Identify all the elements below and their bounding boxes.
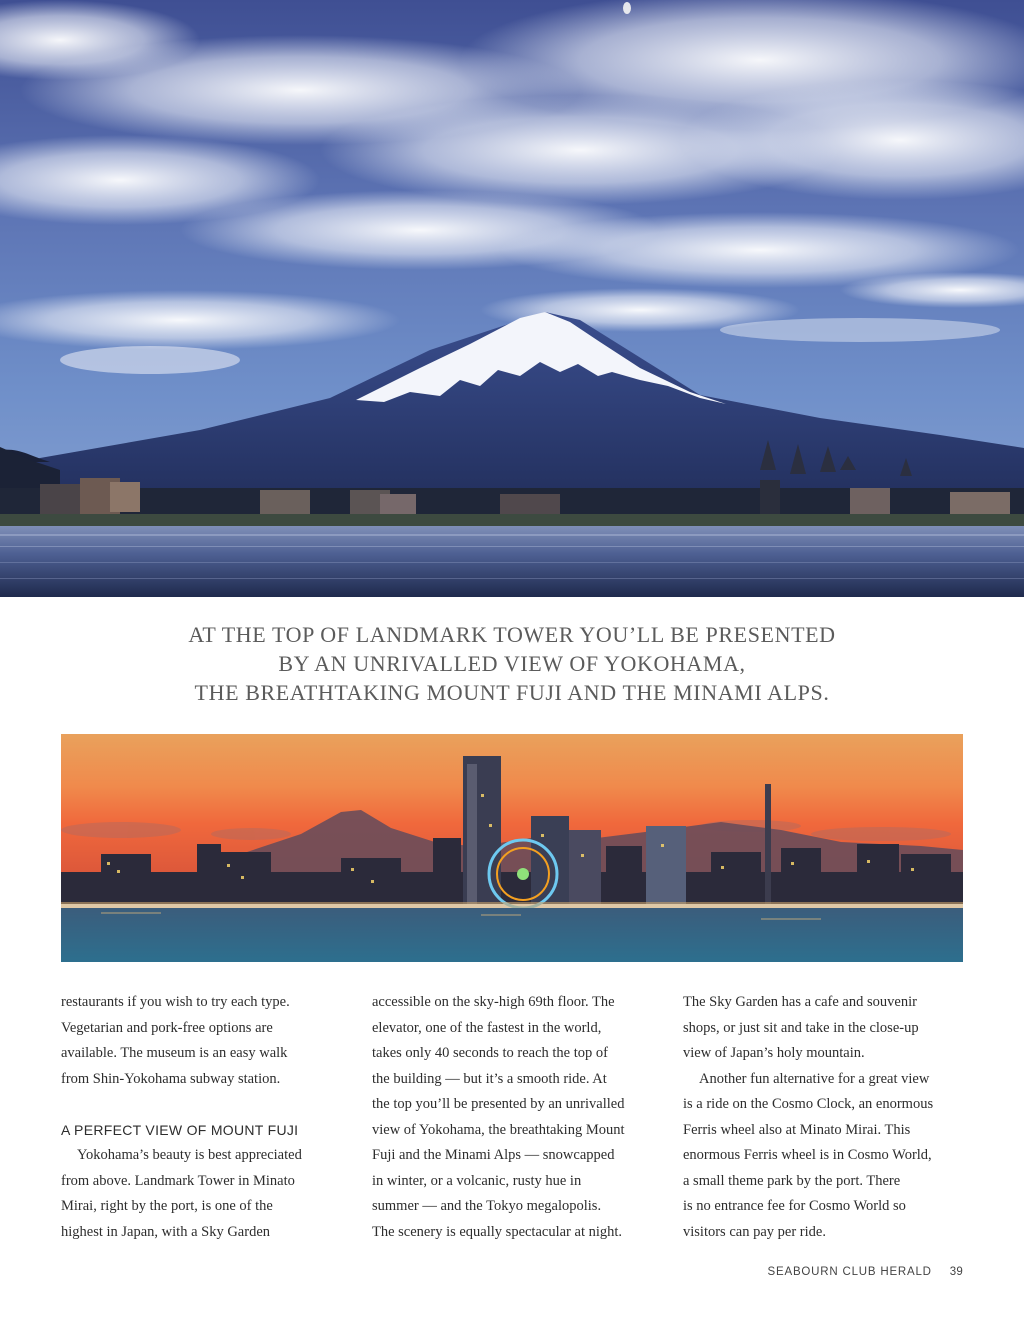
body-line: view of Yokohama, the breathtaking Mount	[372, 1121, 625, 1138]
body-line: The scenery is equally spectacular at night.	[372, 1223, 623, 1240]
paragraph-gap	[61, 1092, 351, 1118]
body-line: Mirai, right by the port, is one of the	[61, 1198, 273, 1214]
moon	[623, 2, 631, 14]
pull-quote	[0, 620, 1024, 707]
body-line: restaurants if you wish to try each type.	[61, 994, 290, 1010]
body-line: The Sky Garden has a cafe and souvenir	[683, 994, 917, 1010]
body-line: enormous Ferris wheel is in Cosmo World,	[683, 1147, 932, 1163]
body-line: the building — but it’s a smooth ride. At	[372, 1070, 607, 1087]
bay-water	[61, 908, 963, 962]
pull-quote-line: AT THE TOP OF LANDMARK TOWER YOU’LL BE PRESENTED	[188, 622, 836, 647]
body-line: from above. Landmark Tower in Minato	[61, 1172, 295, 1189]
section-subhead: A PERFECT VIEW OF MOUNT FUJI	[61, 1121, 299, 1138]
panorama-photo-yokohama-skyline	[61, 734, 963, 962]
body-line: visitors can pay per ride.	[683, 1223, 826, 1240]
body-line: from Shin-Yokohama subway station.	[61, 1070, 281, 1087]
body-line: shops, or just sit and take in the close-up	[683, 1019, 919, 1036]
page-number: 39	[949, 1266, 963, 1278]
body-line: takes only 40 seconds to reach the top of	[372, 1045, 608, 1061]
body-column-3	[683, 990, 973, 1245]
body-line: is a ride on the Cosmo Clock, an enormous	[683, 1096, 934, 1112]
body-line: the top you’ll be presented by an unrivalled	[372, 1096, 625, 1112]
body-line: is no entrance fee for Cosmo World so	[683, 1198, 906, 1214]
lake	[0, 526, 1024, 597]
body-line: highest in Japan, with a Sky Garden	[61, 1223, 271, 1240]
body-line: summer — and the Tokyo megalopolis.	[372, 1198, 602, 1214]
body-line: a small theme park by the port. There	[683, 1172, 901, 1189]
pull-quote-line: BY AN UNRIVALLED VIEW OF YOKOHAMA,	[278, 651, 746, 676]
body-line: Yokohama’s beauty is best appreciated	[77, 1147, 302, 1163]
page-footer	[768, 1266, 963, 1278]
body-column-2	[372, 990, 662, 1245]
body-line: elevator, one of the fastest in the world,	[372, 1019, 602, 1036]
hero-photo-mount-fuji	[0, 0, 1024, 597]
pull-quote-line: THE BREATHTAKING MOUNT FUJI AND THE MINAMI ALPS.	[194, 680, 830, 705]
body-line: view of Japan’s holy mountain.	[683, 1045, 865, 1061]
publication-name: SEABOURN CLUB HERALD	[767, 1266, 932, 1278]
body-line: Another fun alternative for a great view	[699, 1070, 930, 1087]
body-line: accessible on the sky-high 69th floor. The	[372, 994, 615, 1010]
body-line: Fuji and the Minami Alps — snowcapped	[372, 1147, 615, 1163]
body-line: Vegetarian and pork-free options are	[61, 1019, 273, 1036]
body-line: in winter, or a volcanic, rusty hue in	[372, 1172, 582, 1189]
body-line: Ferris wheel also at Minato Mirai. This	[683, 1121, 911, 1138]
body-column-1	[61, 990, 351, 1245]
body-line: available. The museum is an easy walk	[61, 1045, 288, 1061]
